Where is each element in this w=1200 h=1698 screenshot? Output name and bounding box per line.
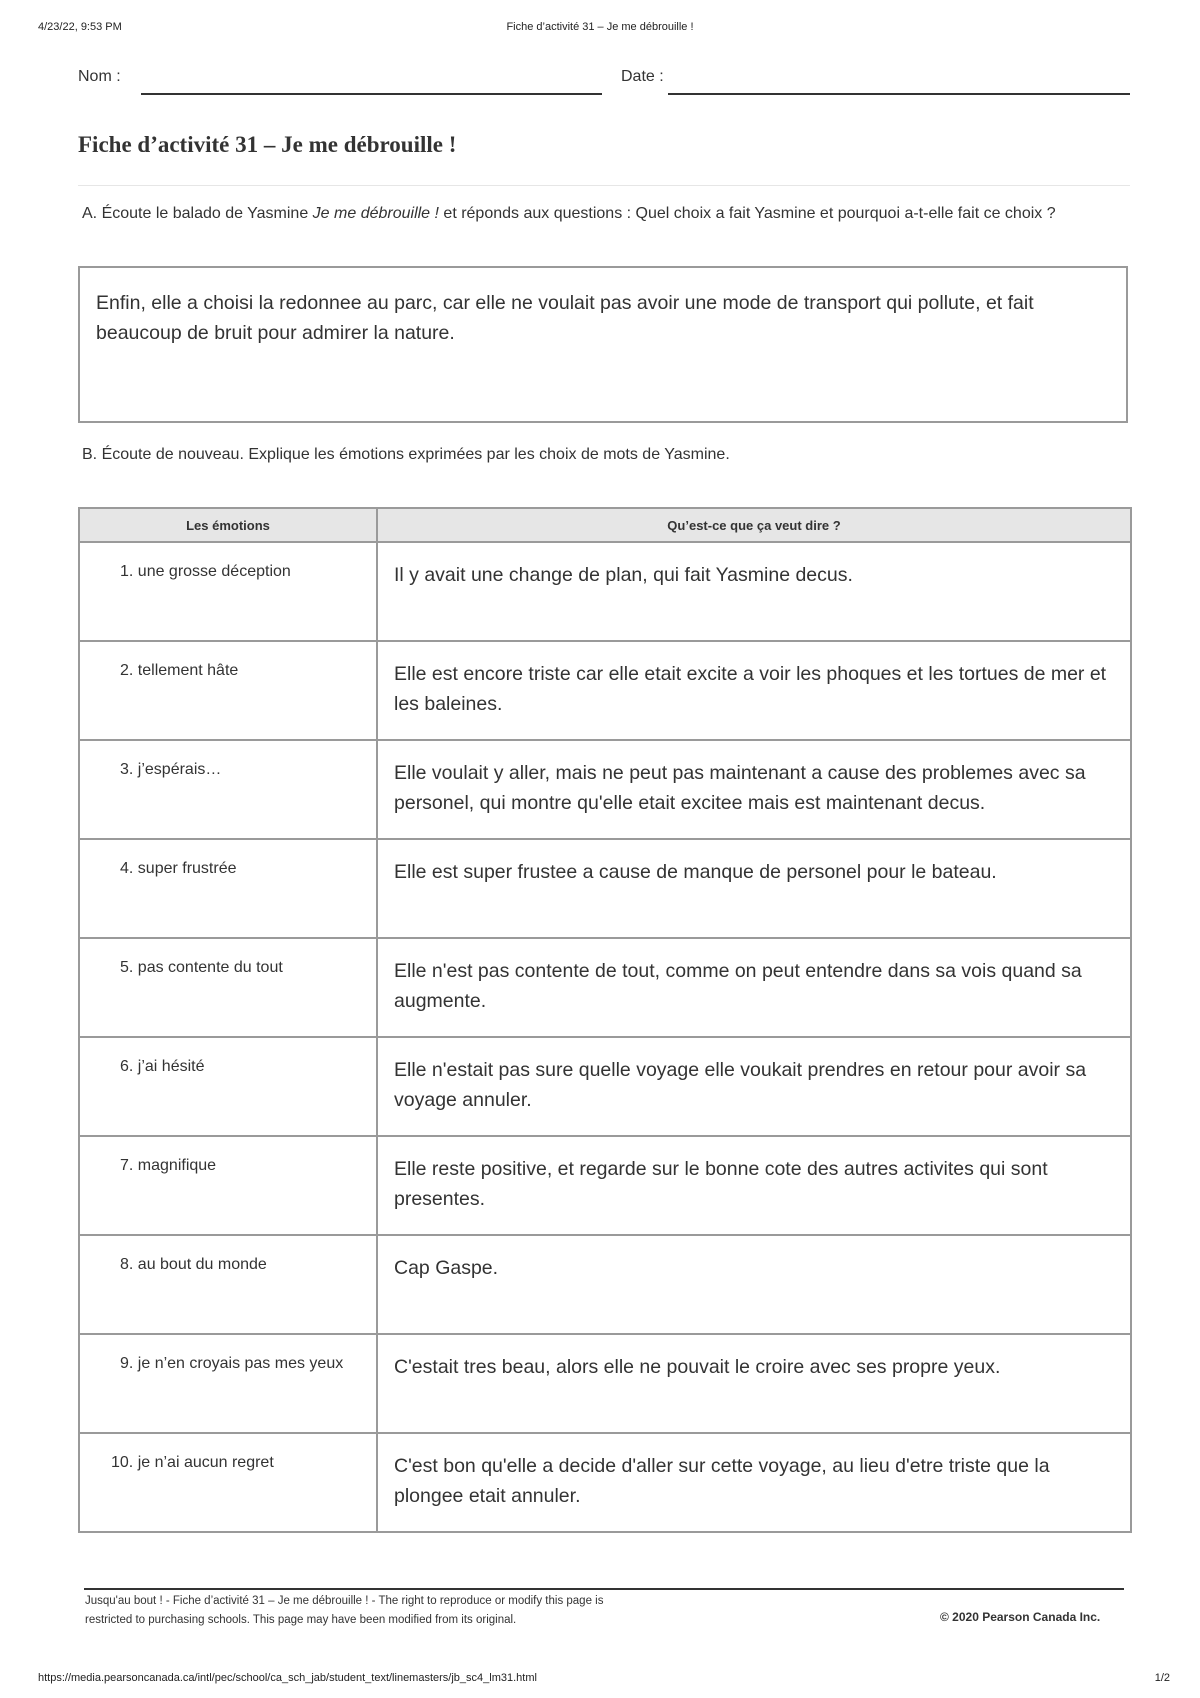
print-url: https://media.pearsoncanada.ca/intl/pec/school/ca_sch_jab/student_text/linemasters/jb_sc4_lm31.html [38,1672,537,1684]
table-row [79,1235,1131,1334]
date-label: Date : [621,68,664,85]
question-b: B. Écoute de nouveau. Explique les émotions exprimées par les choix de mots de Yasmine. [82,446,730,463]
emotion-label: 7. magnifique [120,1157,217,1174]
table-header-row [79,508,1131,542]
meaning-text: C'est bon qu'elle a decide d'aller sur cette voyage, au lieu d'etre triste que la plongee etait annuler. [394,1455,1050,1507]
table-row [79,740,1131,839]
emotion-label: 2. tellement hâte [120,662,239,679]
footer-notice: Jusqu'au bout ! - Fiche d’activité 31 – Je me débrouille ! - The right to reproduce or modify this page is restricted to purchasing schools. This page may have been modified from its original. [85,1595,604,1626]
question-a-podcast-title: Je me débrouille ! [312,205,439,222]
meaning-cell[interactable] [377,938,1131,1037]
meaning-text: Elle n'estait pas sure quelle voyage elle voukait prendres en retour pour avoir sa voyage annuler. [394,1059,1087,1111]
emotion-cell [79,1136,377,1235]
emotion-cell [79,740,377,839]
question-a-suffix: et réponds aux questions : Quel choix a fait Yasmine et pourquoi a-t-elle fait ce choix ? [438,205,1056,222]
footer-divider [84,1588,1124,1590]
meaning-text: Elle reste positive, et regarde sur le bonne cote des autres activites qui sont presentes. [394,1158,1048,1210]
meaning-cell[interactable] [377,542,1131,641]
table-row [79,1037,1131,1136]
emotions-table [78,507,1132,1533]
meaning-text: Elle est encore triste car elle etait excite a voir les phoques et les tortues de mer et les baleines. [394,663,1107,715]
emotion-cell [79,1235,377,1334]
meaning-cell[interactable] [377,1433,1131,1532]
meaning-cell[interactable] [377,839,1131,938]
emotion-cell [79,1334,377,1433]
header-meaning: Qu’est-ce que ça veut dire ? [377,508,1131,542]
table-row [79,641,1131,740]
emotion-cell [79,839,377,938]
table-row [79,1136,1131,1235]
emotion-cell [79,542,377,641]
meaning-cell[interactable] [377,1235,1131,1334]
table-row [79,938,1131,1037]
emotion-label: 10. je n’ai aucun regret [111,1454,274,1471]
title-divider [78,185,1130,186]
header-emotions: Les émotions [79,508,377,542]
meaning-text: Elle est super frustee a cause de manque de personel pour le bateau. [394,861,997,883]
table-row [79,1433,1131,1532]
meaning-cell[interactable] [377,1037,1131,1136]
emotion-label: 9. je n’en croyais pas mes yeux [120,1355,344,1372]
emotion-cell [79,1037,377,1136]
nom-label: Nom : [78,68,121,85]
table-row [79,839,1131,938]
meaning-cell[interactable] [377,1136,1131,1235]
emotion-cell [79,1433,377,1532]
meaning-text: C'estait tres beau, alors elle ne pouvait le croire avec ses propre yeux. [394,1356,1001,1378]
emotion-label: 5. pas contente du tout [120,959,283,976]
answer-a-box[interactable] [78,266,1128,423]
meaning-text: Elle n'est pas contente de tout, comme on peut entendre dans sa vois quand sa augmente. [394,960,1082,1012]
answer-a-text: Enfin, elle a choisi la redonnee au parc, car elle ne voulait pas avoir une mode de transport qui pollute, et fait beaucoup de bruit pour admirer la nature. [96,292,1034,344]
nom-line [141,93,602,95]
emotion-label: 3. j’espérais… [120,761,222,778]
meaning-cell[interactable] [377,1334,1131,1433]
meaning-text: Il y avait une change de plan, qui fait Yasmine decus. [394,564,853,586]
question-a-prefix: A. Écoute le balado de Yasmine [82,205,313,222]
emotion-cell [79,641,377,740]
emotion-label: 1. une grosse déception [120,563,291,580]
footer-copyright: © 2020 Pearson Canada Inc. [940,1610,1101,1624]
question-a [82,205,1056,223]
meaning-text: Elle voulait y aller, mais ne peut pas maintenant a cause des problemes avec sa personel, qui montre qu'elle etait excitee mais est maintenant decus. [394,762,1086,814]
print-page-title: Fiche d’activité 31 – Je me débrouille ! [506,21,694,33]
worksheet-title: Fiche d’activité 31 – Je me débrouille ! [78,132,457,157]
name-date-row [78,66,1130,96]
emotion-label: 6. j’ai hésité [120,1058,205,1075]
meaning-text: Cap Gaspe. [394,1257,499,1279]
table-row [79,542,1131,641]
meaning-cell[interactable] [377,641,1131,740]
emotion-cell [79,938,377,1037]
emotion-label: 8. au bout du monde [120,1256,267,1273]
print-page-number: 1/2 [1154,1672,1170,1684]
table-row [79,1334,1131,1433]
print-datetime: 4/23/22, 9:53 PM [38,21,122,33]
emotion-label: 4. super frustrée [120,860,237,877]
meaning-cell[interactable] [377,740,1131,839]
date-line [668,93,1130,95]
